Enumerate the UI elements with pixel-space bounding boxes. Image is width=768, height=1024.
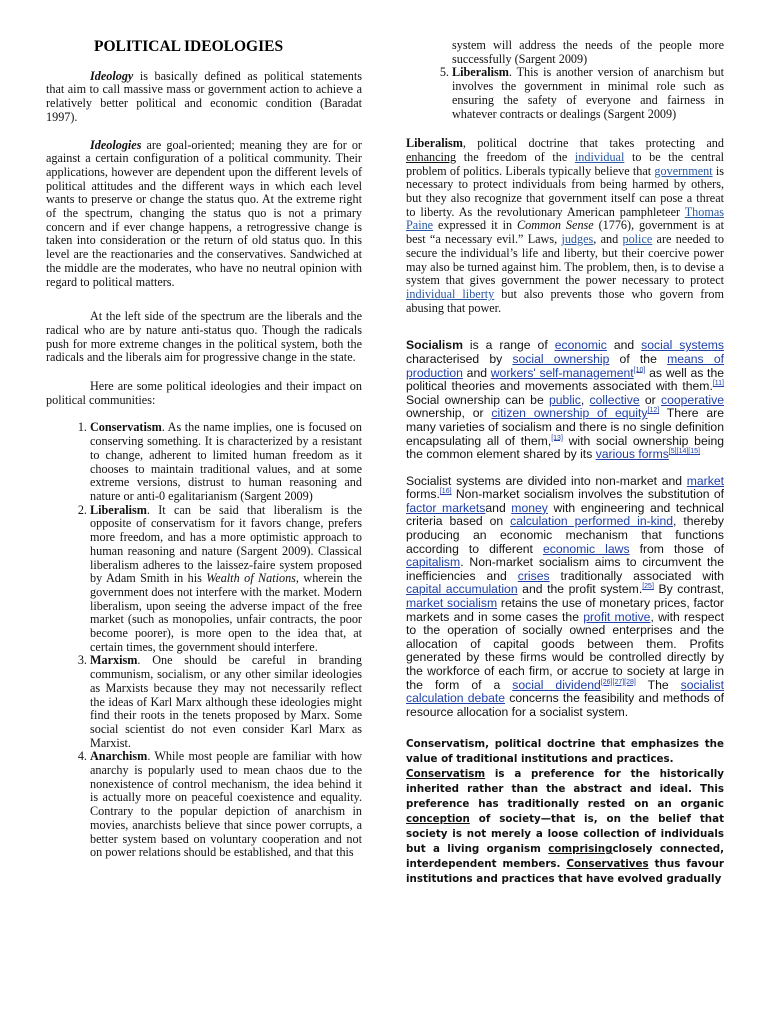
link-public[interactable]: public — [549, 392, 581, 407]
link-police[interactable]: police — [622, 232, 653, 247]
link-crises[interactable]: crises — [517, 568, 550, 583]
link-workers-self-management[interactable]: workers' self-management — [490, 365, 634, 380]
list-item-liberalism-anarchist: 5. Liberalism. This is another version of anarchism but involves the government in minimal role such as ensuring the safety of everyone and fairness in whatever contracts or dealings (Sargent 2009) — [452, 66, 724, 121]
link-calculation-in-kind[interactable]: calculation performed in-kind — [510, 514, 674, 529]
link-individual[interactable]: individual — [574, 149, 625, 164]
anarchism-continuation: system will address the needs of the people more successfully (Sargent 2009) — [452, 38, 724, 66]
list-item-anarchism: 4. Anarchism. While most people are familiar with how anarchy is popularly used to mean chaos due to the nonexistence of control mechanism, the idea behind it is actually more on peaceful coexistence and equality. Contrary to the popular depiction of anarchism in movies, anarchists believe that since power corrupts, a better system based on voluntary cooperation and not on power relations should be established, and that this — [90, 750, 362, 860]
link-collective[interactable]: collective — [589, 392, 640, 407]
link-government[interactable]: government — [654, 163, 713, 178]
link-cooperative[interactable]: cooperative — [660, 392, 724, 407]
link-money[interactable]: money — [511, 500, 548, 515]
ideologies-list — [46, 421, 362, 860]
ideologies-list-continued — [406, 66, 724, 121]
socialist-systems-paragraph: Socialist systems are divided into non-market and market forms.[16] Non-market socialism involves the substitution of factor marketsand money with engineering and technical criteria based on calculation performed in-kind, thereby producing an economic mechanism that functions according to different economic laws from those of capitalism. Non-market socialism aims to circumvent the inefficiencies and crises traditionally associated with capital accumulation and the profit system.[25] By contrast, market socialism retains the use of monetary prices, factor markets and in some cases the profit motive, with respect to the operation of socially owned enterprises and the allocation of capital goods between them. Profits generated by these firms would be controlled directly by the workforce of each firm, or accrue to society at large in the form of a social dividend[26][27][28] The socialist calculation debate concerns the feasibility and methods of resource allocation for a socialist system. — [406, 473, 725, 719]
ideology-term: Ideology — [90, 68, 134, 83]
reference-link[interactable]: [12] — [647, 407, 660, 415]
link-capitalism[interactable]: capitalism — [406, 555, 461, 570]
reference-link[interactable]: [5][14][15] — [668, 448, 700, 456]
link-individual-liberty[interactable]: individual liberty — [406, 286, 495, 301]
link-means-of-production[interactable]: means of production — [406, 351, 725, 380]
link-economic-laws[interactable]: economic laws — [542, 541, 630, 556]
conservatism-paragraph: Conservatism, political doctrine that emphasizes the value of traditional institutions and practices. Conservatism is a preference for the historically inherited rather than the abstract and ideal. This preference has traditionally rested on an organic conception of society—that is, on the belief that society is not merely a loose collection of individuals but a living organism comprisingclosely connected, interdependent members. Conservatives thus favour institutions and practices that have evolved gradually — [406, 738, 724, 886]
socialism-paragraph: Socialism is a range of economic and social systems characterised by social ownership of the means of production and workers' self-management[10] as well as the political theories and movements associated with them.[11] Social ownership can be public, collective or cooperative ownership, or citizen ownership of equity[12] There are many varieties of socialism and there is no single definition encapsulating all of them,[13] with social ownership being the common element shared by its various forms[5][14][15] — [406, 338, 725, 462]
link-economic[interactable]: economic — [554, 338, 607, 353]
reference-link[interactable]: [26][27][28] — [600, 678, 636, 686]
left-spectrum-paragraph: At the left side of the spectrum are the liberals and the radical who are by nature anti-status quo. Though the radicals push for more extreme changes in the political system, both the radicals and the liberals aim for progressive change in the state. — [46, 309, 362, 365]
right-column — [406, 0, 724, 887]
liberalism-paragraph: Liberalism, political doctrine that takes protecting and enhancing the freedom of the individual to be the central problem of politics. Liberals typically believe that government is necessary to protect individuals from being harmed by others, but they also recognize that government itself can pose a threat to liberty. As the revolutionary American pamphleteer Thomas Paine expressed it in Common Sense (1776), government is at best “a necessary evil.” Laws, judges, and police are needed to secure the individual’s life and liberty, but their coercive power may also be turned against him. The problem, then, is to devise a system that gives government the power necessary to protect individual liberty but also prevents those who govern from abusing that power. — [406, 136, 724, 315]
link-market[interactable]: market — [686, 473, 724, 488]
reference-link[interactable]: [25] — [642, 583, 654, 591]
ideologies-intro-paragraph: Here are some political ideologies and their impact on political communities: — [46, 379, 362, 407]
link-profit-motive[interactable]: profit motive — [583, 609, 651, 624]
link-judges[interactable]: judges — [561, 232, 594, 247]
link-market-socialism[interactable]: market socialism — [406, 596, 498, 611]
link-social-systems[interactable]: social systems — [641, 338, 724, 353]
reference-link[interactable]: [10] — [633, 366, 646, 374]
ideologies-term: Ideologies — [90, 137, 142, 152]
link-citizen-ownership-of-equity[interactable]: citizen ownership of equity — [491, 406, 648, 421]
conservatism-heading: Conservatism, political doctrine that emphasizes the value of traditional institutions and practices. — [406, 738, 724, 766]
link-capital-accumulation[interactable]: capital accumulation — [406, 582, 518, 597]
list-item-marxism: 3. Marxism. One should be careful in branding communism, socialism, or any other similar ideologies as Marxists because they may not necessarily reflect the ideas of Karl Marx although these ideologies might find their roots in the tenets proposed by Marx. Some social scientist do not even consider Karl Marx as Marxist. — [90, 654, 362, 750]
ideology-definition-paragraph: Ideology is basically defined as political statements that aim to call massive mass or government action to achieve a relatively better political and economic condition (Baradat 1997). — [46, 68, 362, 124]
left-column — [46, 0, 362, 860]
link-factor-markets[interactable]: factor markets — [406, 500, 486, 515]
list-item-conservatism: 1. Conservatism. As the name implies, one is focused on conserving something. It is characterized by a resistant to change, adherent to limited human freedom as it chooses to maintain traditional values, and at some extreme versions, distrust to human reasoning and nature or anti-0 egalitarianism (Sargent 2009) — [90, 421, 362, 503]
page-title: POLITICAL IDEOLOGIES — [94, 38, 284, 55]
reference-link[interactable]: [16] — [439, 488, 452, 496]
link-social-ownership[interactable]: social ownership — [512, 351, 610, 366]
link-thomas-paine[interactable]: Thomas Paine — [406, 204, 724, 233]
reference-link[interactable]: [13] — [551, 434, 563, 442]
link-socialist-calculation-debate[interactable]: socialist calculation debate — [406, 677, 724, 706]
link-social-dividend[interactable]: social dividend — [512, 677, 601, 692]
link-various-forms[interactable]: various forms — [595, 447, 669, 462]
ideologies-paragraph: Ideologies are goal-oriented; meaning they are for or against a certain configuration of a political community. Their applications, however are dependent upon the different levels of political attitudes and the different ways in which each level wants to preserve or change the status quo. At the extreme right of the spectrum, changing the status quo is not a primary concern and if ever change happens, a retrogressive change is taken into consideration or the return of old status quo. In this level are the reactionaries and the conservatives. Sandwiched at the middle are the moderates, who have no neutral opinion with regard to political matters. — [46, 137, 362, 289]
list-item-liberalism: 2. Liberalism. It can be said that liberalism is the opposite of conservatism for it favors change, prefers more freedom, and has a more optimistic approach to human reasoning and nature (Sargent 2009). Classical liberalism adheres to the laissez-faire system proposed by Adam Smith in his Wealth of Nations, wherein the government does not interfere with the market. Modern liberalism, upon seeing the adverse impact of the free market (such as monopolies, unfair contracts, the poor become poorer), is more open to the idea that, at certain times, the government should interfere. — [90, 504, 362, 655]
reference-link[interactable]: [11] — [712, 380, 724, 388]
